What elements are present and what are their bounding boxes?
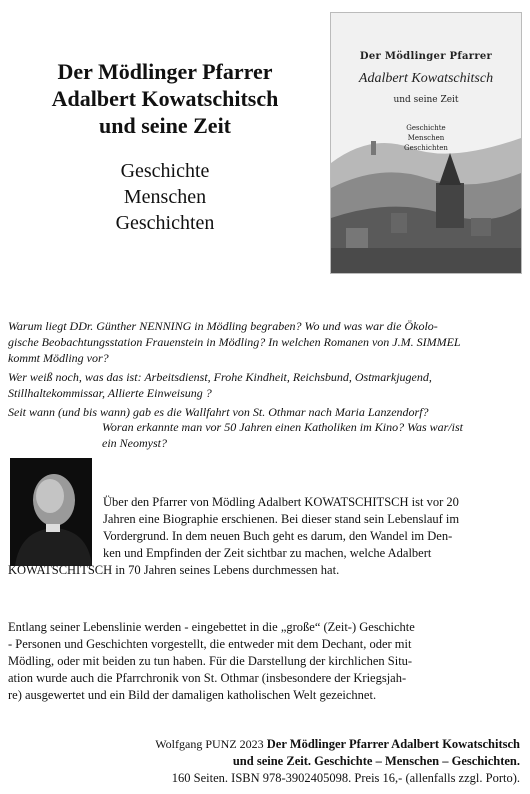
paragraph-line: Vordergrund. In dem neuen Buch geht es darum, den Wandel im Den- <box>103 529 453 543</box>
book-title <box>0 58 330 139</box>
footer-book-details: 160 Seiten. ISBN 978-3902405098. Preis 16,- (allenfalls zzgl. Porto). <box>171 771 520 785</box>
question-line: ein Neomyst? <box>102 436 167 450</box>
question-line: gische Beobachtungsstation Frauenstein in Mödling? In welchen Romanen von J.M. SIMMEL <box>8 335 461 349</box>
question-line: Stillhaltekommissar, Allierte Einweisung ? <box>8 386 212 400</box>
biography-paragraph <box>8 494 520 579</box>
paragraph-line: Über den Pfarrer von Mödling Adalbert KOWATSCHITSCH ist vor 20 <box>103 495 459 509</box>
question-block-4 <box>102 419 520 451</box>
question-block-1 <box>8 318 518 366</box>
title-line: Der Mödlinger Pfarrer <box>57 59 273 84</box>
footer-book-title: Der Mödlinger Pfarrer Adalbert Kowatschitsch <box>266 737 520 751</box>
author-year: Wolfgang PUNZ 2023 <box>155 737 264 751</box>
cover-topic: Geschichte <box>406 124 446 132</box>
description-paragraph <box>8 619 522 704</box>
paragraph-line: Entlang seiner Lebenslinie werden - eingebettet in die „große“ (Zeit-) Geschichte <box>8 620 415 634</box>
question-line: Warum liegt DDr. Günther NENNING in Mödling begraben? Wo und was war die Ökolo- <box>8 319 438 333</box>
subtitle-line: Geschichten <box>115 212 215 234</box>
subtitle-line: Menschen <box>123 186 207 208</box>
cover-subtitle: und seine Zeit <box>393 95 459 105</box>
paragraph-line: Mödling, oder mit beiden zu tun haben. Für die Darstellung der kirchlichen Situ- <box>8 654 413 668</box>
paragraph-line: KOWATSCHITSCH in 70 Jahren seines Lebens durchmessen hat. <box>8 563 340 577</box>
paragraph-line: ken und Empfinden der Zeit sichtbar zu machen, welche Adalbert <box>103 546 432 560</box>
footer-book-subtitle: und seine Zeit. Geschichte – Menschen – Geschichten. <box>232 754 520 768</box>
question-line: Seit wann (und bis wann) gab es die Wallfahrt von St. Othmar nach Maria Lanzendorf? <box>8 405 429 419</box>
question-line: Wer weiß noch, was das ist: Arbeitsdienst, Frohe Kindheit, Reichsbund, Ostmarkjugend, <box>8 370 432 384</box>
cover-topics <box>331 123 521 153</box>
question-line: kommt Mödling vor? <box>8 351 109 365</box>
cover-topic: Menschen <box>407 134 445 142</box>
question-block-2 <box>8 369 518 401</box>
paragraph-line: ation wurde auch die Pfarrchronik von St. Othmar (insbesondere der Kriegsjah- <box>8 671 407 685</box>
book-subtitle <box>0 158 330 236</box>
cover-title: Der Mödlinger Pfarrer <box>359 51 493 62</box>
cover-topic: Geschichten <box>404 144 448 152</box>
paragraph-line: - Personen und Geschichten vorgestellt, die entweder mit dem Dechant, oder mit <box>8 637 412 651</box>
question-block-3 <box>8 404 518 420</box>
paragraph-line: Jahren eine Biographie erschienen. Bei dieser stand sein Lebenslauf im <box>103 512 460 526</box>
title-line: und seine Zeit <box>98 113 232 138</box>
question-line: Woran erkannte man vor 50 Jahren einen Katholiken im Kino? Was war/ist <box>102 420 463 434</box>
subtitle-line: Geschichte <box>120 160 210 182</box>
book-info-footer <box>8 736 520 787</box>
paragraph-line: re) ausgewertet und ein Bild der damaligen katholischen Welt gezeichnet. <box>8 688 377 702</box>
title-line: Adalbert Kowatschitsch <box>51 86 279 111</box>
book-cover-image <box>330 12 522 274</box>
cover-name: Adalbert Kowatschitsch <box>358 71 494 86</box>
